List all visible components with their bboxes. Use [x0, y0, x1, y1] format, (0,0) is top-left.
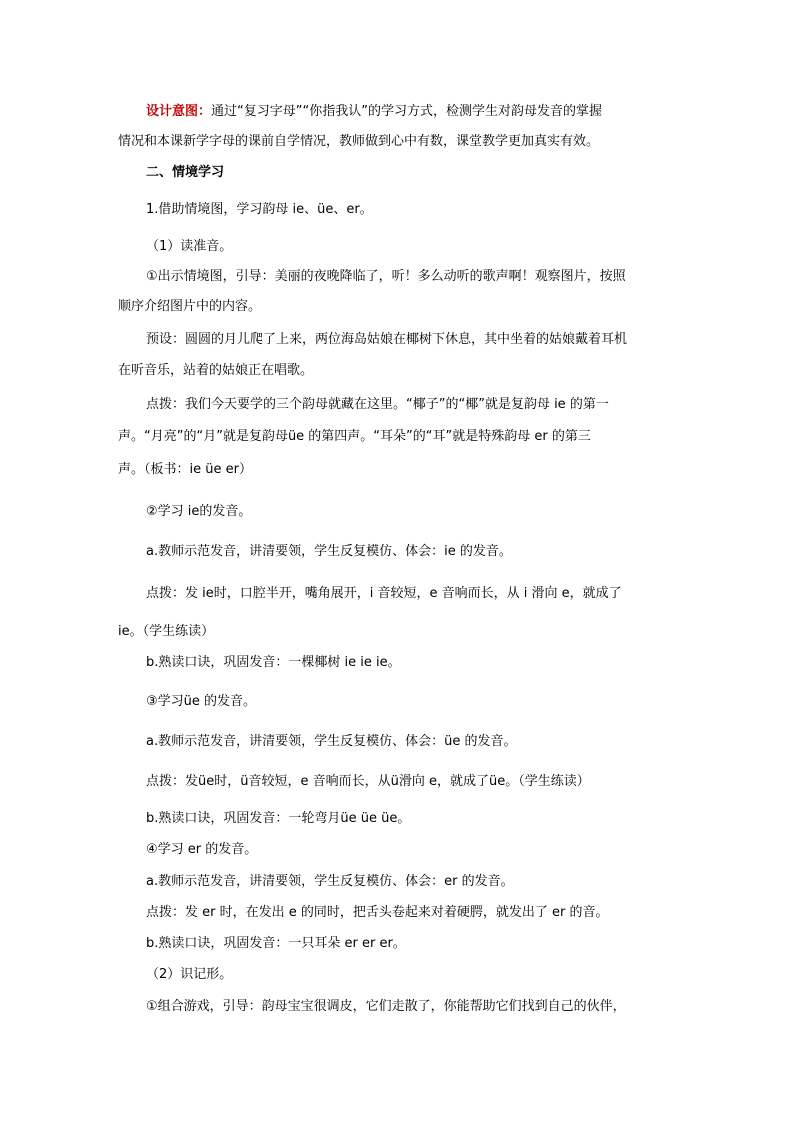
paragraph-line: 点拨：发üe时，ü音较短，e 音响而长，从ü滑向 e，就成了üe。（学生练读） — [146, 774, 590, 789]
paragraph-line: 点拨：我们今天要学的三个韵母就藏在这里。“椰子”的“椰”就是复韵母 ie 的第一 — [146, 397, 609, 412]
paragraph-line: a.教师示范发音，讲清要领，学生反复模仿、体会：üe 的发音。 — [146, 734, 517, 749]
design-intent-line — [146, 103, 602, 121]
paragraph-line: ①出示情境图，引导：美丽的夜晚降临了，听！多么动听的歌声啊！观察图片，按照 — [146, 269, 626, 284]
paragraph-line: 点拨：发 ie时，口腔半开，嘴角展开，i 音较短，e 音响而长，从 i 滑向 e，就成了 — [146, 586, 622, 601]
paragraph-line: 预设：圆圆的月儿爬了上来，两位海岛姑娘在椰树下休息，其中坐着的姑娘戴着耳机 — [146, 332, 628, 347]
paragraph-line: 声。“月亮”的“月”就是复韵母üe 的第四声。“耳朵”的“耳”就是特殊韵母 er 的第三 — [118, 429, 591, 444]
subheading-ue: ③学习üe 的发音。 — [146, 694, 257, 709]
subheading-ie: ②学习 ie的发音。 — [146, 504, 252, 519]
paragraph-line: a.教师示范发音，讲清要领，学生反复模仿、体会：ie 的发音。 — [146, 544, 512, 559]
paragraph-line: b.熟读口诀，巩固发音：一棵椰树 ie ie ie。 — [146, 655, 401, 670]
design-intent-continuation: 情况和本课新学字母的课前自学情况，教师做到心中有数，课堂教学更加真实有效。 — [118, 134, 600, 149]
subheading-read-sound: （1）读准音。 — [146, 239, 233, 254]
paragraph-line: ie。（学生练读） — [118, 624, 215, 639]
paragraph-line: 在听音乐，站着的姑娘正在唱歌。 — [118, 363, 314, 378]
paragraph-line: b.熟读口诀，巩固发音：一只耳朵 er er er。 — [146, 936, 406, 951]
subheading-er: ④学习 er 的发音。 — [146, 842, 258, 857]
paragraph-line: ①组合游戏，引导：韵母宝宝很调皮，它们走散了，你能帮助它们找到自己的伙伴， — [146, 999, 626, 1014]
paragraph-line: b.熟读口诀，巩固发音：一轮弯月üe üe üe。 — [146, 811, 411, 826]
design-intent-label: 设计意图： — [146, 104, 212, 119]
paragraph-line: 声。（板书：ie üe er） — [118, 462, 252, 477]
paragraph-line: 顺序介绍图片中的内容。 — [118, 299, 262, 314]
paragraph-line: a.教师示范发音，讲清要领，学生反复模仿、体会：er 的发音。 — [146, 874, 514, 889]
item-1: 1.借助情境图，学习韵母 ie、üe、er。 — [146, 202, 373, 217]
section-heading: 二、情境学习 — [146, 165, 225, 180]
paragraph-line: 点拨：发 er 时，在发出 e 的同时，把舌头卷起来对着硬腭，就发出了 er 的音。 — [146, 905, 609, 920]
design-intent-text: 通过“复习字母”“你指我认”的学习方式，检测学生对韵母发音的掌握 — [211, 104, 602, 119]
subheading-recognize-form: （2）识记形。 — [146, 967, 233, 982]
